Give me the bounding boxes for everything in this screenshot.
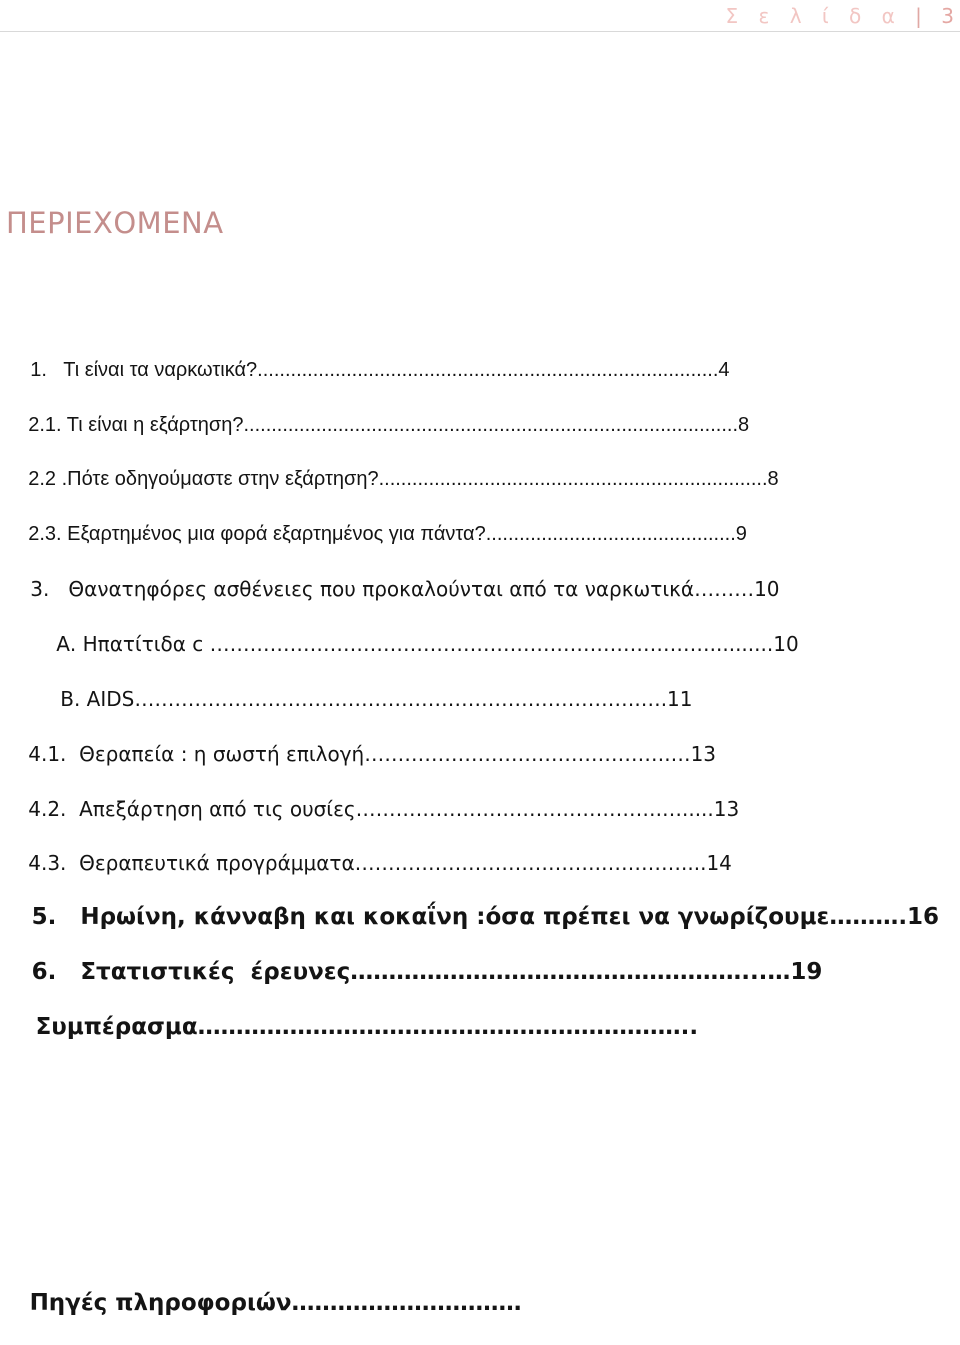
toc-entry-text: 4.1. Θεραπεία : η σωστή επιλογή……………………………………….…13 — [28, 742, 717, 766]
toc-entry-text: 6. Στατιστικές έρευνες……………………………………………...…19 — [31, 959, 823, 985]
toc-entry-text: Πηγές πληροφοριών………………………… — [29, 1290, 522, 1316]
toc-entry-text: 5. Ηρωίνη, κάνναβη και κοκαΐνη :όσα πρέπει να γνωρίζουμε……….16 — [31, 904, 940, 930]
toc-entry-conclusion[interactable] — [2, 984, 960, 1069]
toc-entry-text: 2.3. Εξαρτημένος μια φορά εξαρτημένος για πάντα?.............................................9 — [28, 523, 747, 545]
toc-entry-text: 2.1. Τι είναι η εξάρτηση?.........................................................................................8 — [28, 414, 750, 436]
toc-entry-text: Α. Ηπατίτιδα c …………………………………………………………………..........10 — [56, 632, 799, 656]
toc-entry-text: Β. AIDS………………………………………………………………….….11 — [60, 687, 693, 711]
page-separator: | — [915, 4, 922, 28]
toc-title: ΠΕΡΙΕΧΟΜΕΝΑ — [6, 206, 224, 240]
toc-entry-text: 4.3. Θεραπευτικά προγράμματα……………………………….…………....14 — [28, 851, 732, 875]
page-number: 3 — [941, 4, 954, 28]
page-label — [726, 4, 954, 28]
toc-entry-sources[interactable] — [4, 1260, 960, 1345]
toc-entry-text: 2.2 .Πότε οδηγούμαστε στην εξάρτηση?......................................................................8 — [28, 468, 779, 490]
toc-entry-text: 3. Θανατηφόρες ασθένειες που προκαλούνται από τα ναρκωτικά………10 — [30, 577, 780, 601]
toc-entry-text: 1. Τι είναι τα ναρκωτικά?...................................................................................4 — [30, 359, 730, 381]
toc-entry-text: 4.2. Απεξάρτηση από τις ουσίες……………………………………….….....13 — [28, 797, 740, 821]
page-header — [0, 0, 960, 32]
page-word: Σ ε λ ί δ α — [725, 4, 902, 28]
toc-entry-text: Συμπέρασμα……………………………………………………….. — [27, 1014, 699, 1040]
